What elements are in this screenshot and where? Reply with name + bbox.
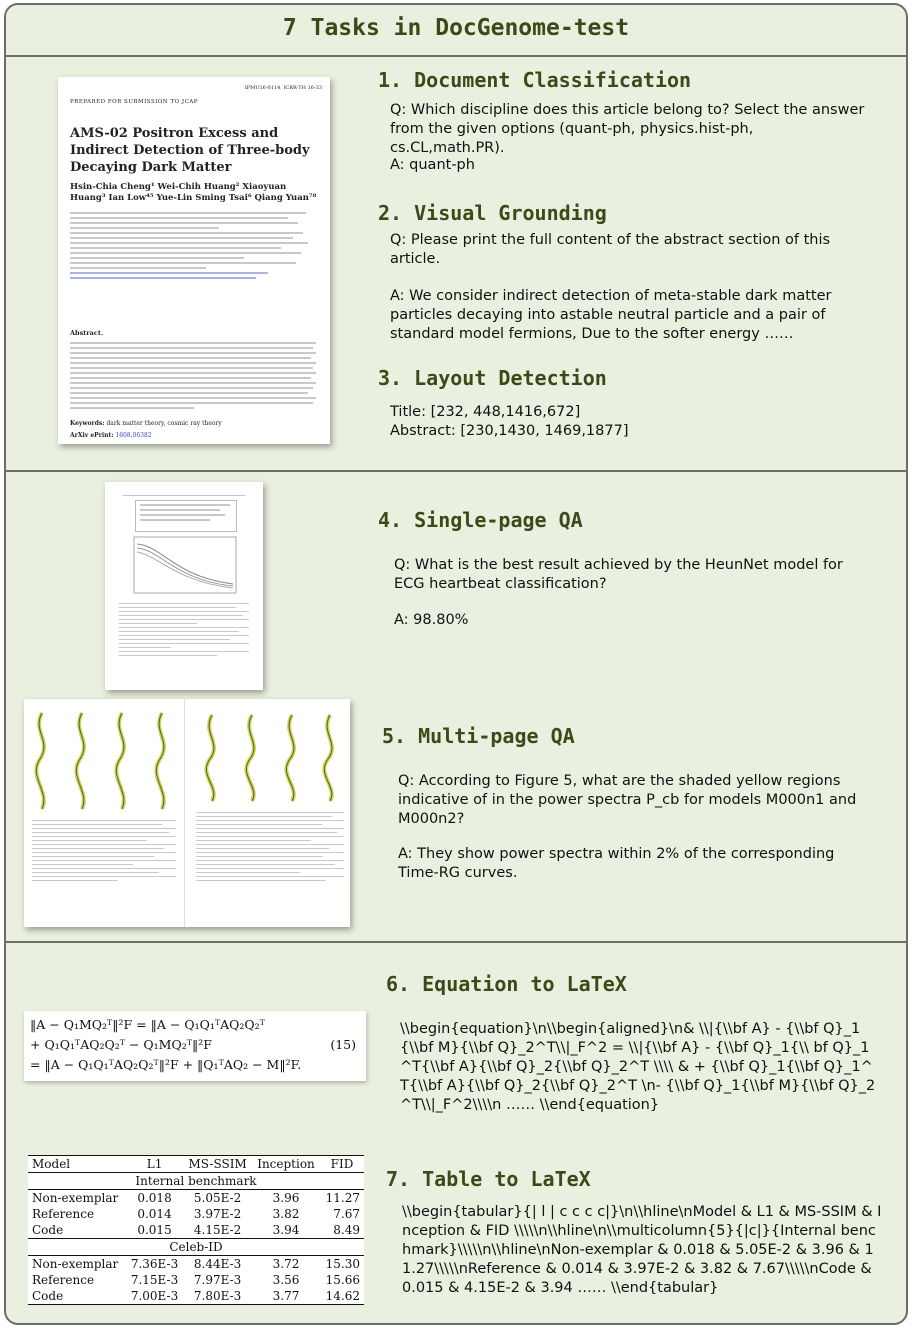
mini-spectra-plot-2 [190, 713, 346, 803]
equation-line-2: + Q₁Q₁ᵀAQ₂Q₂ᵀ − Q₁MQ₂ᵀ‖²F [30, 1037, 212, 1052]
task-4-question: Q: What is the best result achieved by the HeunNet model for ECG heartbeat classification? [394, 557, 843, 592]
divider-1 [6, 470, 906, 472]
paper-abstract [70, 320, 318, 412]
task-6-heading: 6. Equation to LaTeX [386, 972, 627, 996]
table-row: Reference 0.014 3.97E-2 3.82 7.67 [32, 1207, 360, 1221]
abstract-label: Abstract. [70, 329, 104, 337]
equation-line-3: = ‖A − Q₁Q₁ᵀAQ₂Q₂ᵀ‖²F + ‖Q₁ᵀAQ₂ − M‖²F. [30, 1057, 302, 1072]
paper-keywords: Keywords: dark matter theory, cosmic ray theory [70, 420, 222, 427]
paper-authors: Hsin-Chia Cheng¹ Wei-Chih Huang² Xiaoyuan Huang³ Ian Low⁴⁵ Yue-Lin Sming Tsai⁶ Qiang Yuan⁷⁸ [70, 182, 317, 203]
table-group-label: Internal benchmark [28, 1173, 364, 1190]
page-title: 7 Tasks in DocGenome-test [282, 15, 630, 41]
paper-arxiv: ArXiv ePrint: 1608.06382 [70, 432, 152, 439]
mini-text-lines [119, 600, 249, 659]
mini-spectra-plot-1 [24, 711, 184, 811]
paper-thumbnail-1 [58, 77, 330, 444]
paper-affiliations [70, 209, 318, 282]
task-7-latex: \\begin{tabular}{| l | c c c c|}\n\\hline\nModel & L1 & MS-SSIM & Inception & FID \\\\\n\\hline\n\\multicolumn{5}{|c|}{Internal benchmark}\\\\\n\\hline\nNon-exemplar & 0.018 & 5.05E-2 & 3.96 & 11.27\\\\\nReference & 0.014 & 3.97E-2 & 3.82 & 7.67\\\\\nCode & 0.015 & 4.15E-2 & 3.94 …… \\end{tabular} [402, 1204, 882, 1296]
table-header-cell: Inception [252, 1156, 320, 1173]
multi-left-text [32, 817, 176, 884]
task-7-heading: 7. Table to LaTeX [386, 1167, 591, 1191]
table-header-row [28, 1156, 364, 1173]
table-row: Non-exemplar 0.018 5.05E-2 3.96 11.27 [28, 1190, 364, 1207]
paper-header-right: IPMU16-0114, ICRR-TH 16-33 [244, 85, 322, 91]
multi-right-text [196, 809, 344, 884]
table-row: Code 0.015 4.15E-2 3.94 8.49 [32, 1223, 360, 1237]
table-header-cell: MS-SSIM [183, 1156, 252, 1173]
paper-title: AMS-02 Positron Excess and Indirect Detection of Three-body Decaying Dark Matter [70, 126, 310, 175]
task-2-answer: A: We consider indirect detection of meta-stable dark matter particles decaying into astable neutral particle and a pair of standard model fermions, Due to the softer energy …… [390, 288, 832, 342]
task-6-latex: \\begin{equation}\n\\begin{aligned}\n& \\|{\\bf A} - {\\bf Q}_1{\\bf M}{\\bf Q}_2^T\\|_F^2 = \\|{\\bf A} - {\\bf Q}_1{\\ bf Q}_1^T{\\bf A}{\\bf Q}_2{\\bf Q}_2^T \\\\ & + {\\bf Q}_1{\\bf Q}_1^T{\\bf A}{\\bf Q}_2{\\bf Q}_2^T \n- {\\bf Q}_1{\\bf M}{\\bf Q}_2^T\\|_F^2\\\\n …… \\end{equation} [400, 1021, 876, 1113]
main-frame [4, 3, 908, 1325]
task-2-heading: 2. Visual Grounding [378, 201, 607, 225]
equation-number: (15) [330, 1037, 356, 1052]
paper-header-left: PREPARED FOR SUBMISSION TO JCAP [70, 99, 198, 105]
table-row: Code 7.00E-3 7.80E-3 3.77 14.62 [28, 1288, 364, 1305]
task-3-abstract-box: Abstract: [230,1430, 1469,1877] [390, 423, 629, 439]
divider-top [6, 55, 906, 57]
multi-page-left [24, 699, 185, 927]
task-1-heading: 1. Document Classification [378, 68, 692, 92]
equation-line-1: ‖A − Q₁MQ₂ᵀ‖²F = ‖A − Q₁Q₁ᵀAQ₂Q₂ᵀ [30, 1017, 265, 1032]
table-header-cell: FID [320, 1156, 364, 1173]
task-5-heading: 5. Multi-page QA [382, 724, 575, 748]
mini-plot [133, 536, 237, 594]
task-3-title-box: Title: [232, 448,1416,672] [390, 404, 581, 420]
task-5-question: Q: According to Figure 5, what are the shaded yellow regions indicative of in the power spectra P_cb for models M000n1 and M000n2? [398, 773, 857, 827]
table-group-label: Celeb-ID [28, 1239, 364, 1256]
multi-page-right [190, 699, 350, 927]
task-5-answer: A: They show power spectra within 2% of the corresponding Time-RG curves. [398, 846, 835, 881]
divider-2 [6, 941, 906, 943]
paper-thumbnail-3 [24, 699, 350, 927]
task-1-answer: A: quant-ph [390, 157, 475, 173]
paper-thumbnail-2 [105, 482, 263, 690]
task-4-answer: A: 98.80% [394, 612, 469, 628]
table-row: Non-exemplar 7.36E-3 8.44E-3 3.72 15.30 [28, 1256, 364, 1273]
equation-image [24, 1011, 366, 1081]
table-header-cell: Model [28, 1156, 126, 1173]
task-3-heading: 3. Layout Detection [378, 366, 607, 390]
task-1-question: Q: Which discipline does this article belong to? Select the answer from the given options (quant-ph, physics.hist-ph, cs.CL,math.PR). [390, 102, 865, 156]
task-2-question: Q: Please print the full content of the abstract section of this article. [390, 232, 831, 267]
table-row: Reference 7.15E-3 7.97E-3 3.56 15.66 [32, 1273, 360, 1287]
mini-table [135, 500, 237, 532]
results-table-image [28, 1155, 364, 1305]
table-header-cell: L1 [126, 1156, 183, 1173]
task-4-heading: 4. Single-page QA [378, 508, 583, 532]
